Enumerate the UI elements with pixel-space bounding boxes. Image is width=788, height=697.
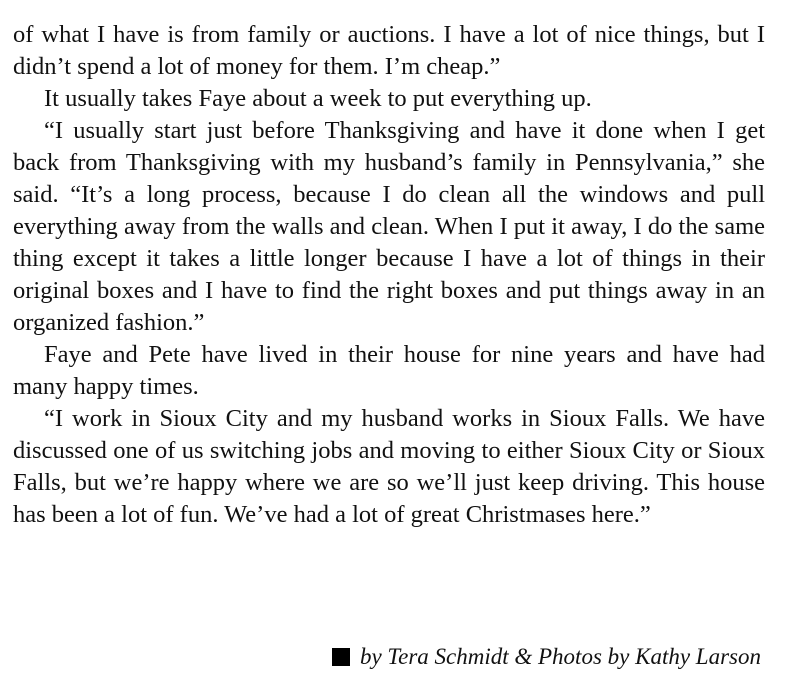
article-paragraph: Faye and Pete have lived in their house for nine years and have had many happy times. xyxy=(13,341,765,400)
black-square-icon xyxy=(332,648,350,666)
article-paragraph: “I usually start just before Thanksgiving and have it done when I get back from Thanksgiving with my husband’s family in Pennsylvania,” she said. “It’s a long process, because I do clean all the windows and pull everything away from the walls and clean. When I put it away, I do the same thing except it takes a little longer because I have a lot of things in their original boxes and I have to find the right boxes and put things away in an organized fashion.” xyxy=(13,117,765,336)
article-paragraph: It usually takes Faye about a week to put everything up. xyxy=(44,85,592,112)
byline xyxy=(332,642,761,672)
article-body xyxy=(13,19,765,531)
byline-text: by Tera Schmidt & Photos by Kathy Larson xyxy=(359,644,761,669)
article-paragraph: of what I have is from family or auctions. I have a lot of nice things, but I didn’t spend a lot of money for them. I’m cheap.” xyxy=(13,21,765,80)
article-paragraph: “I work in Sioux City and my husband works in Sioux Falls. We have discussed one of us switching jobs and moving to either Sioux City or Sioux Falls, but we’re happy where we are so we’ll just keep driving. This house has been a lot of fun. We’ve had a lot of great Christmases here.” xyxy=(13,405,765,528)
